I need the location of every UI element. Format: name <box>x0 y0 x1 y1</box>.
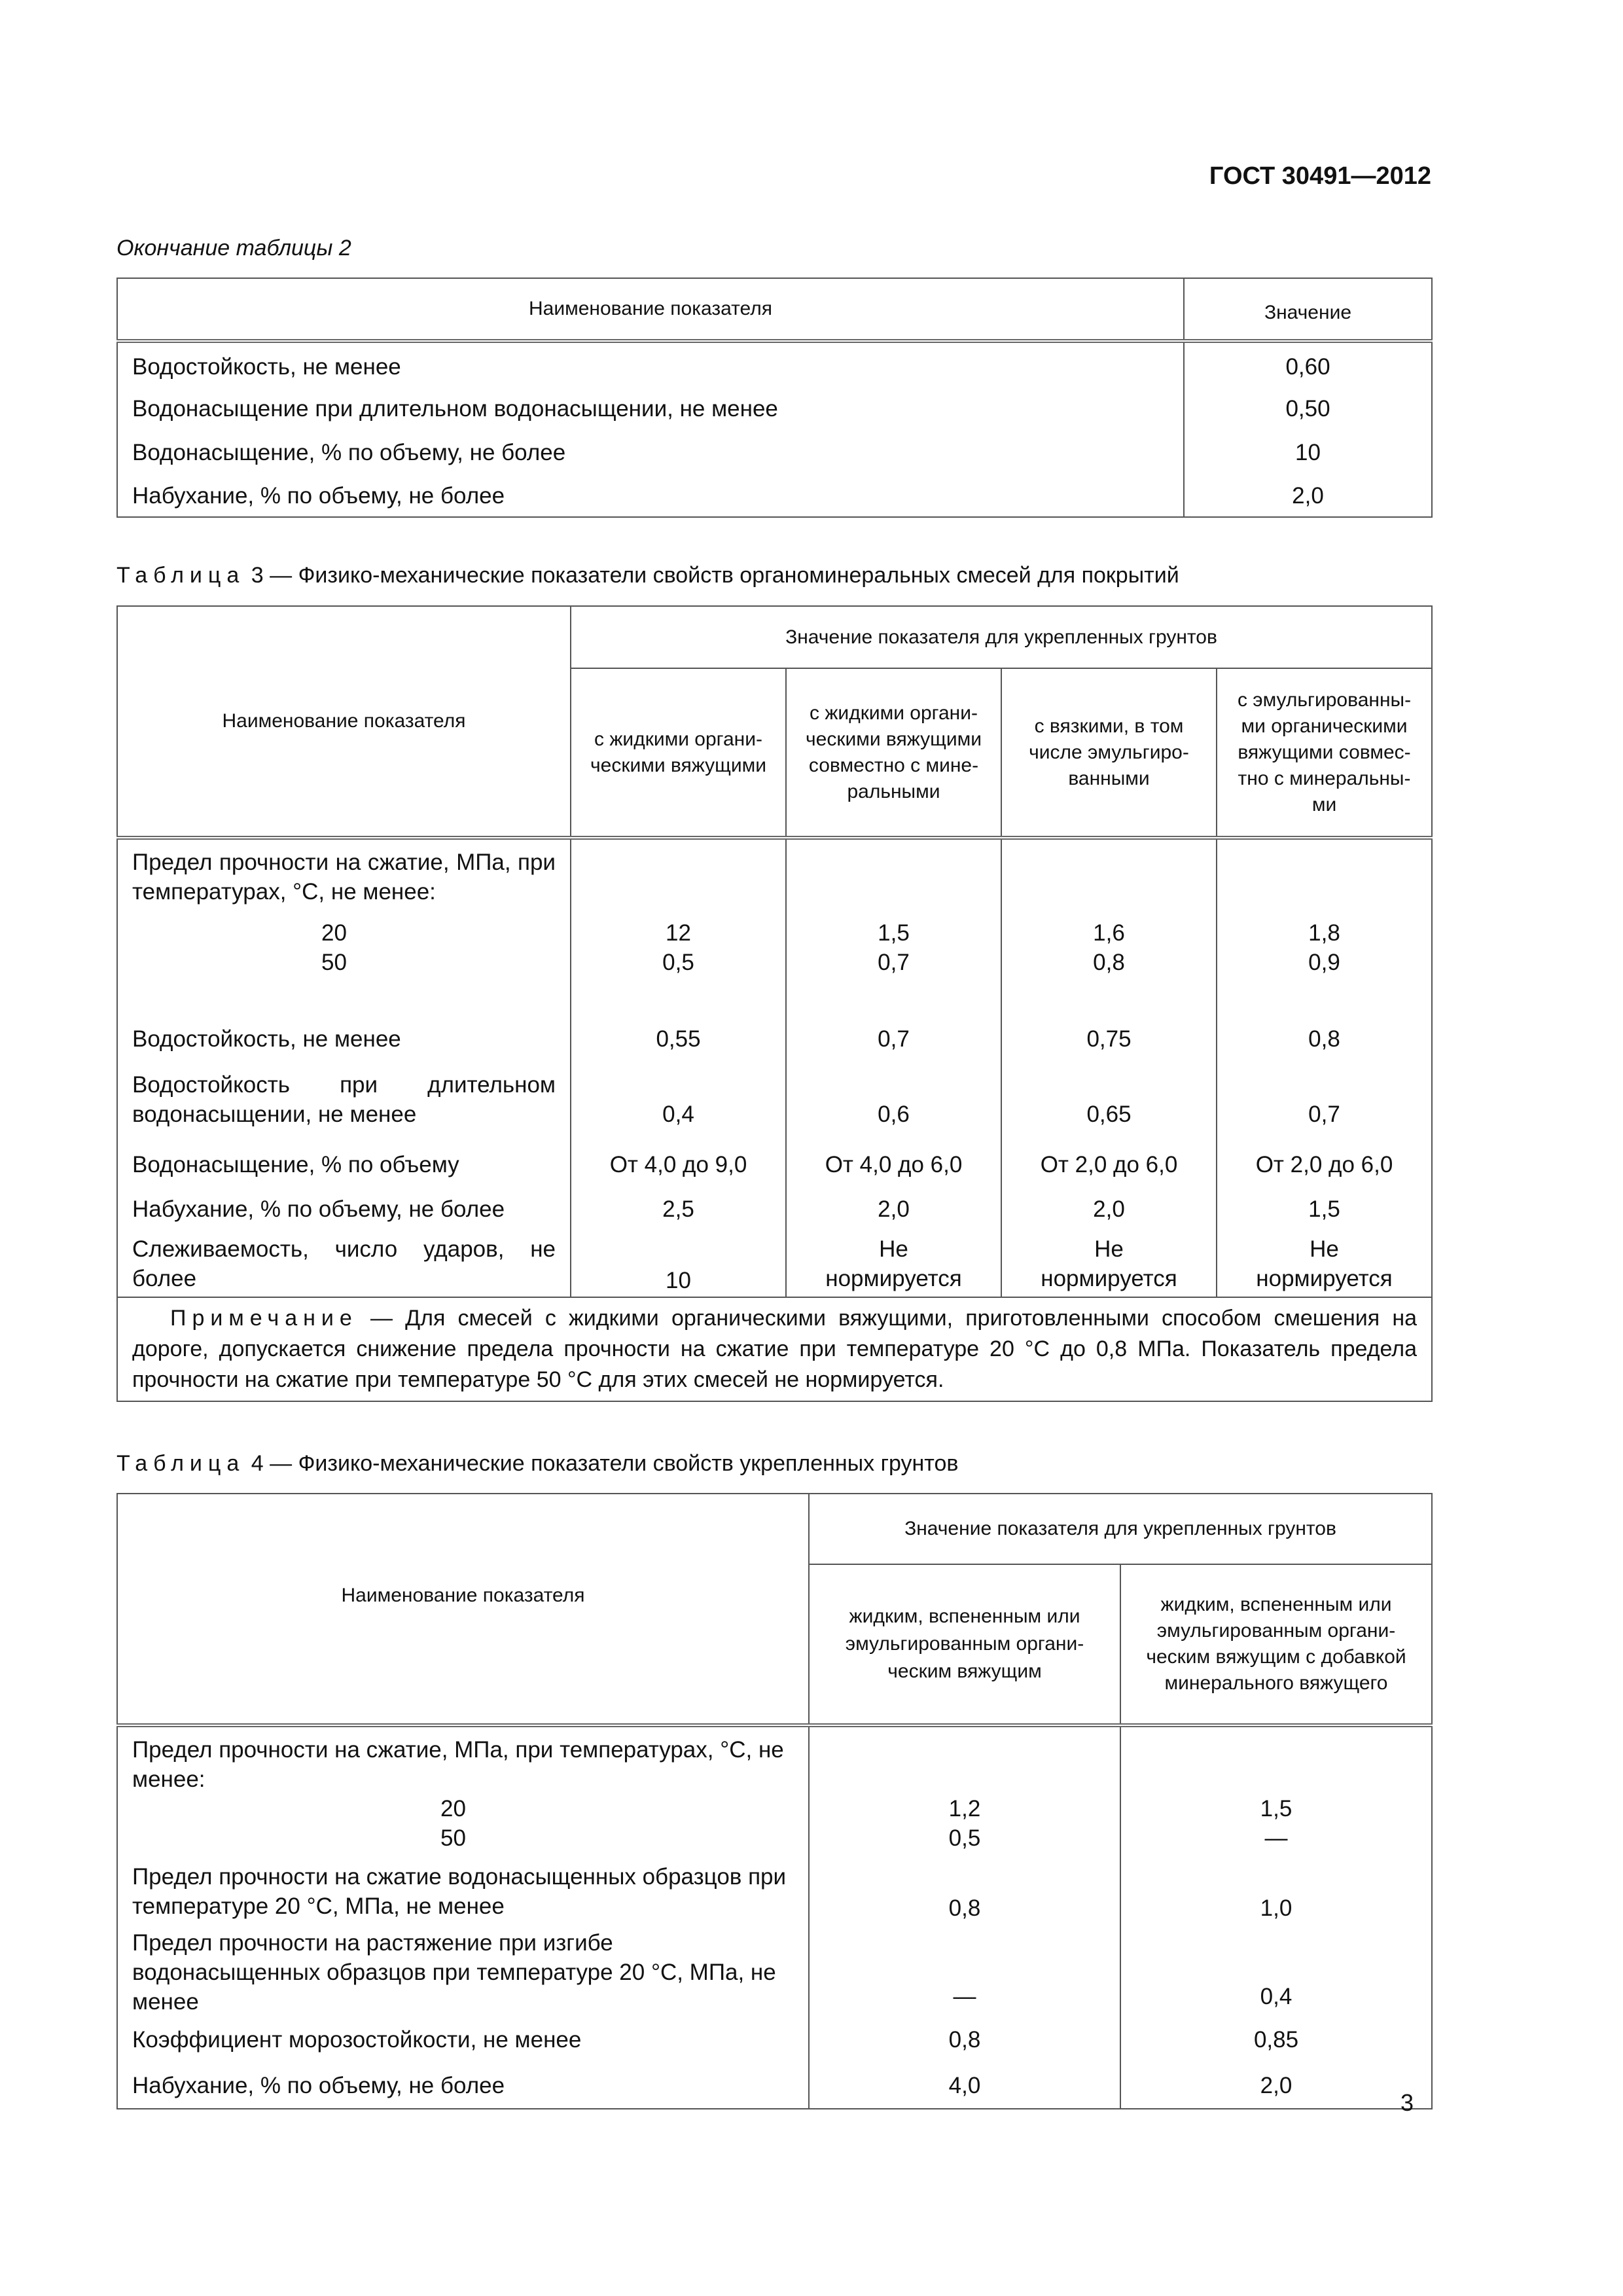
table-row <box>117 1725 1432 1855</box>
table4-row-name: Предел прочности на сжатие, МПа, при температурах, °С, не менее: <box>132 1737 784 1792</box>
table3-value: 0,9 <box>1308 950 1340 975</box>
table3-header-group: Значение показателя для укрепленных грунтов <box>571 606 1432 668</box>
table3-value: 0,75 <box>1001 1024 1217 1070</box>
table4 <box>116 1493 1433 2109</box>
table3-value: 2,5 <box>571 1187 786 1231</box>
table-row <box>117 341 1432 387</box>
table2-row-name: Набухание, % по объему, не более <box>117 475 1184 517</box>
table3-value: 0,7 <box>786 1024 1001 1070</box>
table-row <box>117 1070 1432 1142</box>
table4-row-name-cell <box>117 1725 809 1855</box>
table3-value: От 4,0 до 9,0 <box>571 1142 786 1187</box>
table-row <box>117 431 1432 475</box>
table3-cell <box>571 838 786 1024</box>
table4-row-name: Коэффициент морозостойкости, не менее <box>117 2017 809 2062</box>
table-row <box>117 1024 1432 1070</box>
table3-row-name: Водостойкость, не менее <box>117 1024 571 1070</box>
table2-header-value: Значение <box>1184 278 1432 341</box>
table-row <box>117 387 1432 431</box>
table3-value: Не нормируется <box>1001 1231 1217 1297</box>
table2-header-name: Наименование показателя <box>117 278 1184 341</box>
table-row <box>117 1142 1432 1187</box>
table4-value: 0,4 <box>1120 1928 1432 2017</box>
table2-caption: Окончание таблицы 2 <box>116 236 351 260</box>
table3-note <box>117 1297 1432 1401</box>
table4-value: 0,8 <box>809 2017 1120 2062</box>
table3-temp-50: 50 <box>321 950 347 975</box>
table-row <box>117 1187 1432 1231</box>
table3-value: От 2,0 до 6,0 <box>1217 1142 1432 1187</box>
table4-value: 4,0 <box>809 2062 1120 2109</box>
table3-cell <box>1217 838 1432 1024</box>
table-row <box>117 1855 1432 1928</box>
table-row <box>117 838 1432 1024</box>
table3-value: 10 <box>571 1231 786 1297</box>
table4-caption <box>116 1451 958 1477</box>
table3-value: 1,8 <box>1308 920 1340 946</box>
table4-cell <box>1120 1725 1432 1855</box>
table3-value: 0,55 <box>571 1024 786 1070</box>
table3-caption-text: 3 — Физико-механические показатели свойств органоминеральных смесей для покрытий <box>251 563 1179 588</box>
table4-value: — <box>1264 1825 1288 1851</box>
table4-header-name: Наименование показателя <box>117 1494 809 1725</box>
table3-value: 0,8 <box>1093 950 1125 975</box>
table4-row-name: Предел прочности на растяжение при изгибе водонасыщенных образцов при температуре 20 °С, МПа, не менее <box>117 1928 809 2017</box>
table4-value: 0,85 <box>1120 2017 1432 2062</box>
table4-value: 1,5 <box>1260 1796 1293 1821</box>
table3-value: Не нормируется <box>1217 1231 1432 1297</box>
table3-value: 0,4 <box>571 1070 786 1142</box>
table-row <box>117 1231 1432 1297</box>
table3-cell <box>1001 838 1217 1024</box>
table3-value: 2,0 <box>786 1187 1001 1231</box>
table2-row-name: Водостойкость, не менее <box>117 341 1184 387</box>
table-row <box>117 2017 1432 2062</box>
table3-value: 1,5 <box>878 920 910 946</box>
table4-subheader: жидким, вспененным или эмульгированным органи- ческим вяжущим <box>809 1564 1120 1725</box>
table3-subheader: с эмульгированны- ми органическими вяжущими совмес- тно с минеральны- ми <box>1217 668 1432 838</box>
table4-value: 1,2 <box>948 1796 981 1821</box>
table3-value: 12 <box>666 920 691 946</box>
table3-value: 1,5 <box>1217 1187 1432 1231</box>
table3-row-name: Слеживаемость, число ударов, не более <box>117 1231 571 1297</box>
table4-cell <box>809 1725 1120 1855</box>
table3-row-name: Предел прочности на сжатие, МПа, при температурах, °С, не менее: <box>132 850 556 905</box>
table4-temp-50: 50 <box>440 1825 466 1851</box>
table4-value: 0,5 <box>948 1825 981 1851</box>
table4-value: 1,0 <box>1120 1855 1432 1928</box>
table3-cell <box>786 838 1001 1024</box>
table2-row-name: Водонасыщение, % по объему, не более <box>117 431 1184 475</box>
table3-value: 0,8 <box>1217 1024 1432 1070</box>
table3-subheader: с жидкими органи- ческими вяжущими <box>571 668 786 838</box>
page-number: 3 <box>1400 2089 1414 2116</box>
table2-row-value: 10 <box>1184 431 1432 475</box>
table4-header-group: Значение показателя для укрепленных грунтов <box>809 1494 1432 1564</box>
table3-value: 0,7 <box>1217 1070 1432 1142</box>
table3-value: 0,6 <box>786 1070 1001 1142</box>
table4-caption-text: 4 — Физико-механические показатели свойств укрепленных грунтов <box>251 1451 959 1476</box>
table2-row-value: 0,50 <box>1184 387 1432 431</box>
table3-row-name: Водонасыщение, % по объему <box>117 1142 571 1187</box>
table2 <box>116 278 1433 518</box>
table4-subheader: жидким, вспененным или эмульгированным органи- ческим вяжущим с добавкой минерального вяжущего <box>1120 1564 1432 1725</box>
table4-value: — <box>809 1928 1120 2017</box>
table3 <box>116 605 1433 1402</box>
table-row <box>117 475 1432 517</box>
table4-caption-label: Таблица <box>116 1451 245 1476</box>
table3-subheader: с жидкими органи- ческими вяжущими совместно с мине- ральными <box>786 668 1001 838</box>
table3-value: 2,0 <box>1001 1187 1217 1231</box>
table3-caption <box>116 563 1179 588</box>
document-standard-code: ГОСТ 30491—2012 <box>1209 162 1431 190</box>
table3-value: От 4,0 до 6,0 <box>786 1142 1001 1187</box>
table3-temp-20: 20 <box>321 920 347 946</box>
table3-value: 0,5 <box>662 950 694 975</box>
table4-row-name: Набухание, % по объему, не более <box>117 2062 809 2109</box>
table3-row-name: Водостойкость при длительном водонасыщении, не менее <box>117 1070 571 1142</box>
table3-row-name-cell <box>117 838 571 1024</box>
table3-value: Не нормируется <box>786 1231 1001 1297</box>
table4-row-name: Предел прочности на сжатие водонасыщенных образцов при температуре 20 °С, МПа, не менее <box>117 1855 809 1928</box>
table-row <box>117 1928 1432 2017</box>
table3-value: 0,7 <box>878 950 910 975</box>
table4-temp-20: 20 <box>440 1796 466 1821</box>
table3-note-text: — Для смесей с жидкими органическими вяжущими, приготовленными способом смешения на дороге, допускается снижение предела прочности на сжатие при температуре 20 °С до 0,8 МПа. Показатель предела прочности на сжатие при температуре 50 °С для этих смесей не нормируется. <box>132 1306 1418 1392</box>
table3-caption-label: Таблица <box>116 563 245 588</box>
table-row <box>117 2062 1432 2109</box>
table2-row-value: 2,0 <box>1184 475 1432 517</box>
table2-row-name: Водонасыщение при длительном водонасыщении, не менее <box>117 387 1184 431</box>
table3-header-name: Наименование показателя <box>117 606 571 838</box>
table4-value: 0,8 <box>809 1855 1120 1928</box>
table4-value: 2,0 <box>1120 2062 1432 2109</box>
table3-subheader: с вязкими, в том числе эмульгиро- ванными <box>1001 668 1217 838</box>
table3-value: От 2,0 до 6,0 <box>1001 1142 1217 1187</box>
table2-row-value: 0,60 <box>1184 341 1432 387</box>
table3-note-label: Примечание <box>170 1306 358 1331</box>
table3-row-name: Набухание, % по объему, не более <box>117 1187 571 1231</box>
table3-value: 1,6 <box>1093 920 1125 946</box>
table3-value: 0,65 <box>1001 1070 1217 1142</box>
